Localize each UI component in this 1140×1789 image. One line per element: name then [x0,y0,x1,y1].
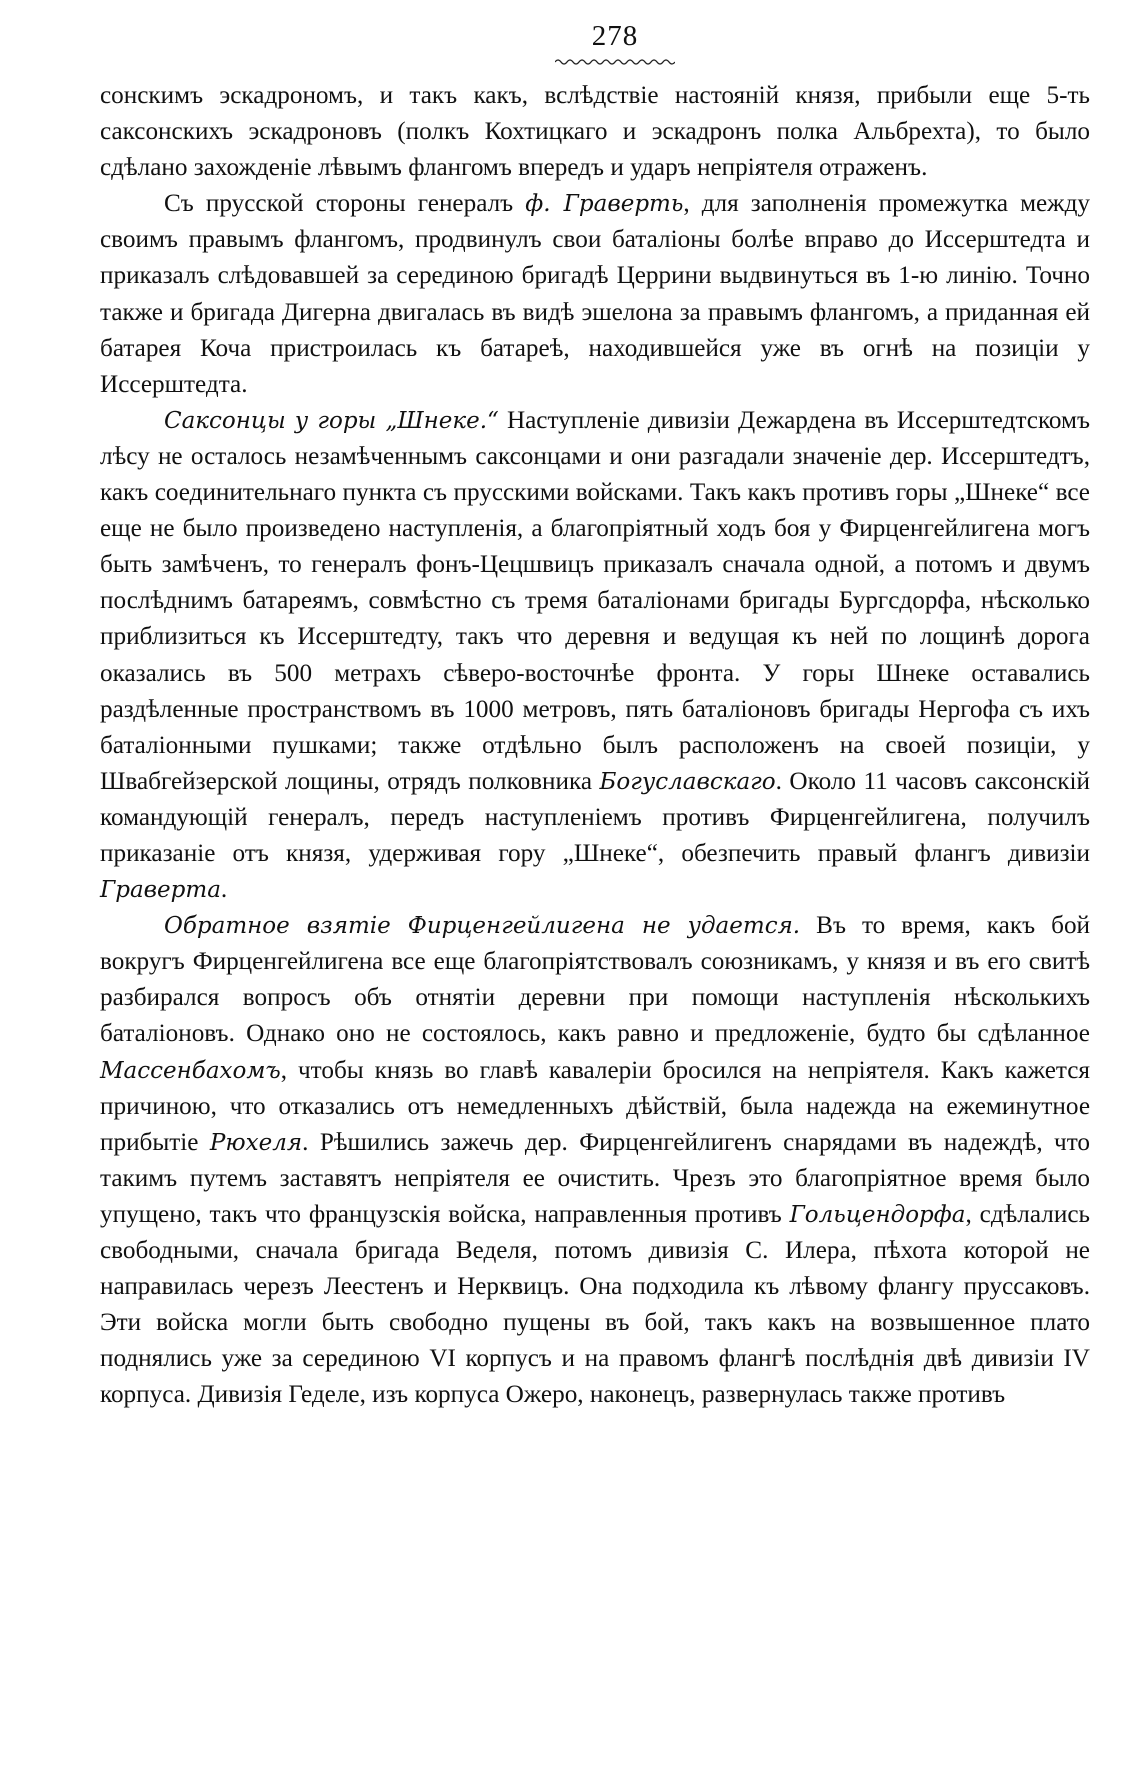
italic-text: Гольцендорфа [789,1201,966,1228]
text-segment: Съ прусской стороны генералъ [164,190,526,218]
paragraph [100,908,1090,1413]
text-segment: , сдѣлались свободными, сначала бригада Веделя, потомъ дивизія С. Илера, пѣхота которой не направилась черезъ Леестенъ и Нерквицъ. Она подходила къ лѣвому флангу пруссаковъ. Эти войска могли быть свободно пущены въ бой, такъ какъ на возвышенное плато поднялись уже за серединою VI корпусъ и на правомъ флангѣ послѣднія двѣ дивизіи IV корпуса. Дивизія Геделе, изъ корпуса Ожеро, наконецъ, развернулась также противъ [100,1200,1090,1409]
text-segment: . Рѣшились зажечь дер. Фирценгейлигенъ снарядами въ надеждѣ, что такимъ путемъ заставятъ непріятеля ее очистить. Чрезъ это благопріятное время было упущено, такъ что французскія войска, направленныя противъ [100,1128,1090,1228]
text-segment: . Около 11 часовъ саксонскій командующій генералъ, передъ наступленіемъ противъ Фирценгейлигена, получилъ приказаніе отъ князя, удерживая гору „Шнеке“, обезпечить правый флангъ дивизіи [100,767,1090,867]
text-segment: сонскимъ эскадрономъ, и такъ какъ, вслѣдствіе настояній князя, прибыли еще 5-ть саксонскихъ эскадроновъ (полкъ Кохтицкаго и эскадронъ полка Альбрехта), то было сдѣлано захожденіе лѣвымъ флангомъ впередъ и ударъ непріятеля отраженъ. [100,82,1090,182]
paragraph [100,403,1090,908]
wavy-underline-ornament [555,58,675,66]
paragraph [100,78,1090,186]
text-segment: , для заполненія промежутка между своимъ правымъ флангомъ, продвинулъ свои баталіоны болѣе вправо до Иссерштедта и приказалъ слѣдовавшей за серединою бригадѣ Церрини выдвинуться въ 1-ю линію. Точно также и бригада Дигерна двигалась въ видѣ эшелона за правымъ флангомъ, а приданная ей батарея Коча пристроилась къ батареѣ, находившейся уже въ огнѣ на позиціи у Иссерштедта. [100,190,1090,398]
italic-text: Богуславскаго [599,768,776,795]
italic-text: Обратное взятіе Фирценгейлигена не удается. [164,913,801,940]
page-number: 278 [591,20,639,52]
text-segment: , чтобы князь во главѣ кавалеріи бросился на непріятеля. Какъ кажется причиною, что отказались отъ немедленныхъ дѣйствій, была надежда на ежеминутное прибытіе [100,1056,1090,1156]
italic-text: Граверта [100,877,221,904]
text-segment: Въ то время, какъ бой вокругъ Фирценгейлигена все еще благопріятствовалъ союзникамъ, у князя и въ его свитѣ разбирался вопросъ объ отнятіи деревни при помощи наступленія нѣсколькихъ баталіоновъ. Однако оно не состоялось, какъ равно и предложеніе, будто бы сдѣланное [100,912,1091,1048]
text-segment: . [220,876,228,904]
text-segment: Наступленіе дивизіи Дежардена въ Иссерштедтскомъ лѣсу не осталось незамѣченнымъ саксонцами и они разгадали значеніе дер. Иссерштедтъ, какъ соединительнаго пункта съ прусскими войсками. Такъ какъ противъ горы „Шнеке“ все еще не было произведено наступленія, а благопріятный ходъ боя у Фирценгейлигена могъ быть замѣченъ, то генералъ фонъ-Цецшвицъ приказалъ сначала одной, а потомъ и двумъ послѣднимъ батареямъ, совмѣстно съ тремя баталіонами бригады Бургсдорфа, нѣсколько приблизиться къ Иссерштедту, такъ что деревня и ведущая къ ней по лощинѣ дорога оказались въ 500 метрахъ сѣверо-восточнѣе фронта. У горы Шнеке оставались раздѣленные пространствомъ въ 1000 метровъ, пять баталіоновъ бригады Нергофа съ ихъ баталіонными пушками; также отдѣльно былъ расположенъ на своей позиціи, у Швабгейзерской лощины, отрядъ полковника [100,406,1090,795]
paragraph [100,186,1090,403]
page-header [140,20,1090,78]
italic-text: Рюхеля [209,1129,303,1156]
italic-text: ф. Граверть [525,191,684,218]
book-page [100,20,1090,1760]
page-text [100,78,1090,1413]
italic-text: Саксонцы у горы „Шнеке.“ [164,407,499,434]
italic-text: Массенбахомъ [100,1057,281,1084]
